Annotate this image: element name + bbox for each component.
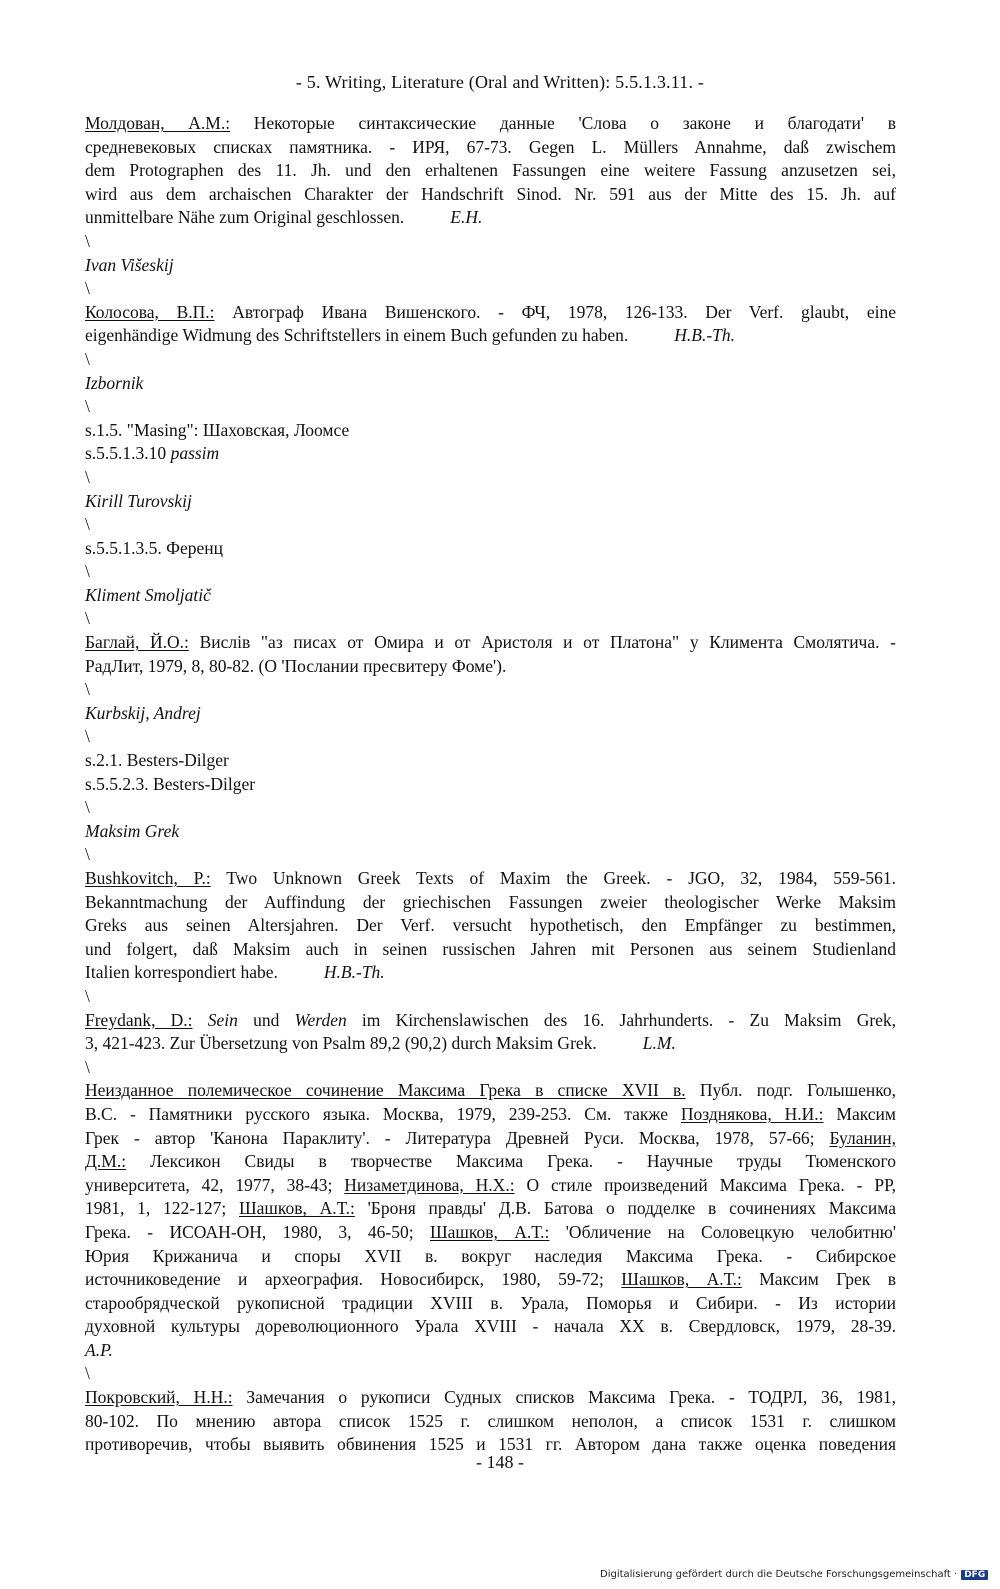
- entry-text: und: [253, 1009, 280, 1030]
- entry-author: Низаметдинова, Н.Х.:: [344, 1174, 515, 1195]
- entry-text: im Kirchenslawischen des 16. Jahrhunderts. - Zu Maksim Grek,: [361, 1009, 897, 1030]
- footer-text: Digitalisierung gefördert durch die Deutsche Forschungsgemeinschaft ·: [600, 1569, 958, 1580]
- reviewer-signature: L.M.: [642, 1033, 676, 1054]
- cross-reference: s.1.5. "Masing": Шаховская, Лоомсе: [85, 419, 350, 440]
- entry-author: Шашков, А.Т.:: [429, 1221, 550, 1242]
- cross-reference-note: passim: [170, 443, 220, 464]
- entry-line: противоречив, чтобы выявить обвинения 1525 и 1531 гг. Автором дана также оценка поведения: [85, 1434, 896, 1455]
- entry-text: Автограф Ивана Вишенского. - ФЧ, 1978, 126-133. Der Verf. glaubt, eine: [232, 301, 897, 322]
- separator: \: [85, 985, 90, 1006]
- separator: \: [85, 278, 90, 299]
- entry-line: [85, 324, 896, 348]
- entry-line: [85, 1386, 896, 1410]
- entry-line: Юрия Крижанича и споры XVII в. вокруг наследия Максима Грека. - Сибирское: [85, 1245, 896, 1266]
- entry-text: университета, 42, 1977, 38-43;: [85, 1174, 333, 1195]
- entry-line: [85, 112, 896, 136]
- entry-author: Колосова, В.П.:: [85, 301, 215, 322]
- entry-author: Буланин,: [829, 1127, 897, 1148]
- entry-line: [85, 1009, 896, 1033]
- cross-reference: s.5.5.1.3.5. Ференц: [85, 537, 224, 558]
- separator: \: [85, 797, 90, 818]
- entry-line: [85, 1032, 896, 1056]
- entry-line: [85, 1103, 896, 1127]
- entry-line: wird aus dem archaischen Charakter der Handschrift Sinod. Nr. 591 aus der Mitte des 15. Jh. auf: [85, 183, 896, 204]
- entry-author: Позднякова, Н.И.:: [680, 1103, 824, 1124]
- section-heading: Ivan Višeskij: [85, 254, 174, 275]
- entry-author: Freydank, D.:: [85, 1009, 193, 1030]
- entry-text: Italien korrespondiert habe.: [85, 962, 278, 983]
- entry-line: [85, 1221, 896, 1245]
- separator: \: [85, 844, 90, 865]
- separator: \: [85, 561, 90, 582]
- entry-text: Грек - автор 'Канона Параклиту'. - Литература Древней Руси. Москва, 1978, 57-66;: [85, 1127, 815, 1148]
- separator: \: [85, 230, 90, 251]
- entry-line: [85, 1127, 896, 1151]
- cross-reference: s.2.1. Besters-Dilger: [85, 750, 229, 771]
- entry-line: 80-102. По мнению автора список 1525 г. слишком неполон, а список 1531 г. слишком: [85, 1410, 896, 1431]
- entry-author: Д.М.:: [85, 1151, 127, 1172]
- entry-line: старообрядческой рукописной традиции XVIII в. Урала, Поморья и Сибири. - Из истории: [85, 1292, 896, 1313]
- entry-author: Bushkovitch, P.:: [85, 868, 211, 888]
- separator: \: [85, 608, 90, 629]
- entry-text: В.С. - Памятники русского языка. Москва, 1979, 239-253. См. также: [85, 1103, 669, 1124]
- entry-line: [85, 1197, 896, 1221]
- section-heading: Kurbskij, Andrej: [85, 702, 201, 723]
- entry-text: unmittelbare Nähe zum Original geschlossen.: [85, 207, 405, 228]
- separator: \: [85, 1056, 90, 1077]
- reviewer-signature: E.H.: [450, 207, 483, 228]
- separator: \: [85, 396, 90, 417]
- section-heading: Maksim Grek: [85, 820, 180, 841]
- entry-title-word: Werden: [294, 1009, 347, 1030]
- entry-line: [85, 1268, 896, 1292]
- entry-line: und folgert, daß Maksim auch in seinen russischen Jahren mit Personen aus seinem Studienland: [85, 938, 896, 959]
- entry-line: Greks aus seinen Altersjahren. Der Verf. versucht hypothetisch, den Empfänger zu bestimmen,: [85, 915, 896, 936]
- entry-line: РадЛит, 1979, 8, 80-82. (О 'Послании пресвитеру Фоме').: [85, 655, 507, 676]
- separator: \: [85, 679, 90, 700]
- entry-text: Two Unknown Greek Texts of Maxim the Greek. - JGO, 32, 1984, 559-561.: [226, 868, 896, 888]
- entry-line: [85, 1174, 896, 1198]
- entry-text: Вислів "аз писах от Омира и от Аристоля и от Платона" у Климента Смолятича. -: [199, 632, 896, 653]
- entry-line: духовной культуры дореволюционного Урала XVIII - начала XX в. Свердловск, 1979, 28-39.: [85, 1316, 896, 1337]
- entry-text: источниковедение и археография. Новосибирск, 1980, 59-72;: [85, 1269, 604, 1290]
- entry-title-word: Sein: [207, 1009, 238, 1030]
- section-heading: Kirill Turovskij: [85, 490, 192, 511]
- separator: \: [85, 1363, 90, 1384]
- section-heading: Kliment Smoljatič: [85, 584, 211, 605]
- reviewer-signature: A.P.: [85, 1339, 113, 1360]
- page-number: - 148 -: [476, 1452, 524, 1472]
- cross-reference-text: s.5.5.1.3.10: [85, 443, 167, 464]
- entry-line: [85, 961, 896, 985]
- entry-text: Публ. подг. Голышенко,: [699, 1080, 896, 1101]
- separator: \: [85, 514, 90, 535]
- entry-line: [85, 867, 896, 891]
- entry-text: О стиле произведений Максима Грека. - РР,: [526, 1174, 897, 1195]
- entry-author: Молдован, А.М.:: [85, 113, 231, 133]
- entry-line: [85, 206, 896, 230]
- entry-text: Максим Грек в: [759, 1269, 897, 1290]
- separator: \: [85, 726, 90, 747]
- entry-line: [85, 1150, 896, 1174]
- entry-text: eigenhändige Widmung des Schriftstellers in einem Buch gefunden zu haben.: [85, 325, 629, 346]
- entry-text: Грека. - ИСОАН-ОН, 1980, 3, 46-50;: [85, 1221, 414, 1242]
- entry-author: Шашков, А.Т.:: [621, 1269, 742, 1290]
- entry-text: 1981, 1, 122-127;: [85, 1198, 227, 1219]
- separator: \: [85, 348, 90, 369]
- entry-author: Шашков, А.Т.:: [239, 1198, 355, 1219]
- entry-text: Лексикон Свиды в творчестве Максима Грека. - Научные труды Тюменского: [150, 1151, 897, 1172]
- page-header: - 5. Writing, Literature (Oral and Written): 5.5.1.3.11. -: [295, 72, 705, 92]
- entry-line: [85, 631, 896, 655]
- entry-author: Баглай, Й.О.:: [85, 632, 189, 653]
- entry-text: 'Броня правды' Д.В. Батова о подделке в сочинениях Максима: [367, 1198, 896, 1219]
- cross-reference: [85, 442, 896, 466]
- entry-text: Максим: [836, 1103, 896, 1124]
- entry-line: средневековых списках памятника. - ИРЯ, 67-73. Gegen L. Müllers Annahme, daß zwischem: [85, 136, 896, 157]
- footer-credit: [600, 1569, 988, 1580]
- entry-text: Некоторые синтаксические данные 'Слова о законе и благодати' в: [253, 113, 896, 133]
- section-heading: Izbornik: [85, 372, 144, 393]
- entry-line: dem Protographen des 11. Jh. und den erhaltenen Fassungen eine weitere Fassung anzusetzen sei,: [85, 160, 896, 181]
- entry-text: 3, 421-423. Zur Übersetzung von Psalm 89,2 (90,2) durch Maksim Grek.: [85, 1033, 597, 1054]
- reviewer-signature: H.B.-Th.: [674, 325, 736, 346]
- separator: \: [85, 466, 90, 487]
- dfg-logo: DFG: [961, 1570, 988, 1580]
- reviewer-signature: H.B.-Th.: [323, 962, 385, 983]
- bibliography-content: [85, 112, 896, 1457]
- entry-line: Bekanntmachung der Auffindung der griechischen Fassungen zweier theologischer Werke Maksim: [85, 891, 896, 912]
- entry-title: Неизданное полемическое сочинение Максима Грека в списке XVII в.: [85, 1080, 686, 1101]
- entry-line: [85, 301, 896, 325]
- entry-line: [85, 1079, 896, 1103]
- cross-reference: s.5.5.2.3. Besters-Dilger: [85, 773, 256, 794]
- entry-text: Замечания о рукописи Судных списков Максима Грека. - ТОДРЛ, 36, 1981,: [246, 1387, 897, 1408]
- entry-author: Покровский, Н.Н.:: [85, 1387, 233, 1408]
- entry-text: 'Обличение на Соловецкую челобитню': [565, 1221, 897, 1242]
